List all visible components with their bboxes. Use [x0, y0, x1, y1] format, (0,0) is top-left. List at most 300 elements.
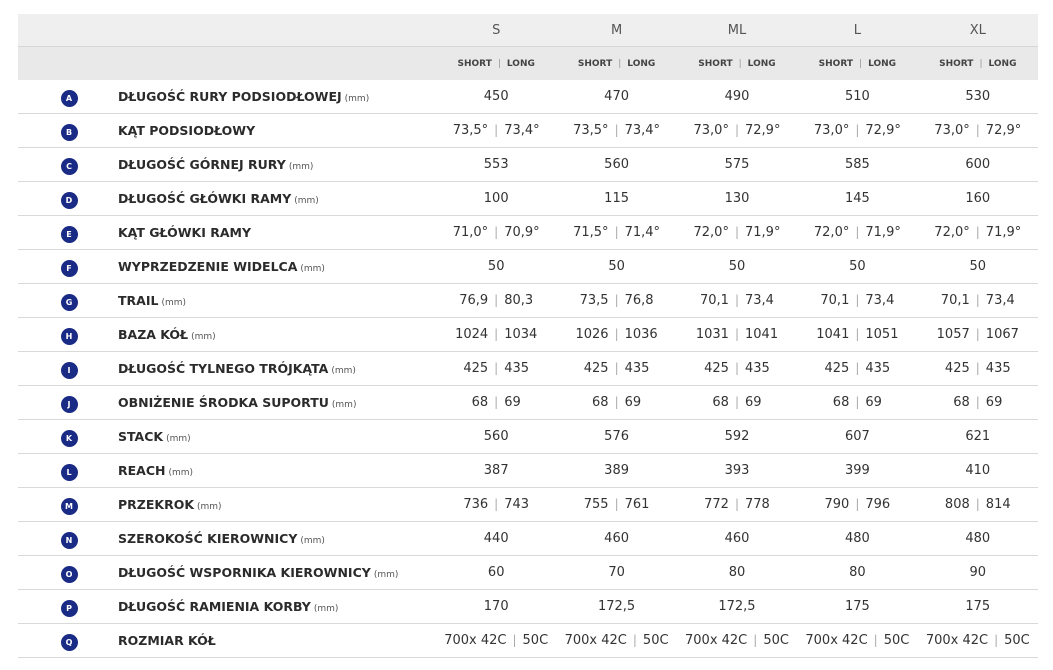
table-row: [18, 454, 1038, 488]
table-row: [18, 624, 1038, 658]
short-value: 700x 42C: [925, 633, 989, 648]
value-divider: |: [734, 497, 739, 511]
row-label: DŁUGOŚĆ GÓRNEJ RURY: [118, 157, 286, 172]
row-label-cell: [118, 216, 436, 250]
row-letter-cell: [18, 182, 118, 216]
value-cell: 80: [677, 556, 797, 590]
short-value: 1031: [695, 327, 729, 342]
row-letter-badge: M: [61, 498, 78, 515]
value-cell: 585: [797, 148, 917, 182]
size-header-row: [18, 14, 1038, 47]
value-divider: |: [614, 395, 619, 409]
value-divider: |: [975, 361, 980, 375]
value-cell: [918, 352, 1038, 386]
short-value: 700x 42C: [685, 633, 748, 648]
long-value: 72,9°: [865, 123, 901, 138]
table-row: [18, 80, 1038, 114]
row-unit: (mm): [331, 366, 356, 376]
value-cell: 80: [797, 556, 917, 590]
value-cell: 387: [436, 454, 556, 488]
value-cell: 575: [677, 148, 797, 182]
value-cell: [677, 114, 797, 148]
long-value: 71,9°: [865, 225, 901, 240]
short-value: 736: [463, 497, 489, 512]
row-letter-badge: L: [61, 464, 78, 481]
geometry-table-body: [18, 14, 1038, 658]
short-value: 425: [583, 361, 609, 376]
value-divider: |: [975, 395, 980, 409]
long-value: 69: [624, 395, 642, 410]
row-unit: (mm): [300, 536, 325, 546]
value-cell: [436, 488, 556, 522]
row-label-cell: [118, 250, 436, 284]
value-divider: |: [494, 395, 499, 409]
short-value: 772: [704, 497, 729, 512]
value-cell: 90: [918, 556, 1038, 590]
row-letter-cell: [18, 624, 118, 658]
value-cell: 50: [918, 250, 1038, 284]
value-cell: 50: [556, 250, 676, 284]
long-value: 73,4°: [504, 123, 540, 138]
value-cell: [677, 488, 797, 522]
row-label-cell: [118, 114, 436, 148]
value-cell: [436, 284, 556, 318]
row-label: PRZEKROK: [118, 497, 195, 512]
subheader-blank-label: [118, 47, 436, 81]
value-divider: |: [753, 633, 758, 647]
value-cell: [677, 352, 797, 386]
row-letter-badge: E: [61, 226, 78, 243]
long-value: 50C: [763, 633, 789, 648]
row-label-cell: [118, 80, 436, 114]
row-unit: (mm): [300, 264, 325, 274]
row-unit: (mm): [166, 434, 191, 444]
value-cell: 440: [436, 522, 556, 556]
short-value: 700x 42C: [564, 633, 627, 648]
short-value: 73,5°: [573, 123, 609, 138]
long-value: 1041: [745, 327, 779, 342]
value-cell: [556, 114, 676, 148]
long-value: 435: [865, 361, 891, 376]
subheader-blank-letter: [18, 47, 118, 81]
long-value: 69: [865, 395, 882, 410]
value-cell: [436, 624, 556, 658]
value-cell: 160: [918, 182, 1038, 216]
long-value: 69: [745, 395, 762, 410]
short-long-header-row: [18, 47, 1038, 81]
table-row: [18, 488, 1038, 522]
long-value: 761: [624, 497, 650, 512]
value-cell: 560: [556, 148, 676, 182]
row-letter-cell: [18, 522, 118, 556]
value-divider: |: [632, 633, 637, 647]
table-row: [18, 148, 1038, 182]
short-value: 1024: [455, 327, 489, 342]
long-value: 73,4: [985, 293, 1015, 308]
short-value: 73,0°: [813, 123, 850, 138]
row-unit: (mm): [161, 298, 187, 308]
value-cell: [797, 488, 917, 522]
short-value: 68: [592, 395, 609, 410]
row-letter-badge: A: [61, 90, 78, 107]
row-unit: (mm): [344, 94, 370, 104]
value-cell: [918, 624, 1038, 658]
long-value: 1034: [504, 327, 538, 342]
value-divider: |: [994, 633, 999, 647]
value-divider: |: [614, 361, 619, 375]
long-value: 435: [985, 361, 1011, 376]
value-cell: [556, 284, 676, 318]
value-cell: 399: [797, 454, 917, 488]
short-label: SHORT: [939, 58, 974, 69]
row-letter-cell: [18, 590, 118, 624]
short-value: 700x 42C: [444, 633, 507, 648]
short-value: 425: [824, 361, 850, 376]
value-cell: 470: [556, 80, 676, 114]
row-label-cell: [118, 148, 436, 182]
value-cell: [797, 318, 917, 352]
value-divider: |: [614, 225, 619, 239]
short-value: 72,0°: [934, 225, 970, 240]
short-value: 700x 42C: [805, 633, 868, 648]
long-value: 71,9°: [985, 225, 1022, 240]
value-cell: 70: [556, 556, 676, 590]
value-cell: 115: [556, 182, 676, 216]
row-label: WYPRZEDZENIE WIDELCA: [118, 259, 298, 274]
short-value: 1057: [936, 327, 970, 342]
value-cell: 553: [436, 148, 556, 182]
table-row: [18, 284, 1038, 318]
divider: |: [738, 58, 742, 69]
row-label: TRAIL: [118, 293, 159, 308]
value-cell: 460: [556, 522, 676, 556]
row-letter-cell: [18, 420, 118, 454]
value-cell: [918, 488, 1038, 522]
short-value: 72,0°: [813, 225, 850, 240]
row-label: REACH: [118, 463, 166, 478]
row-letter-cell: [18, 556, 118, 590]
short-label: SHORT: [818, 58, 854, 69]
short-value: 790: [824, 497, 850, 512]
value-cell: [797, 352, 917, 386]
size-header: M: [556, 14, 676, 47]
row-unit: (mm): [288, 162, 314, 172]
short-value: 1041: [816, 327, 850, 342]
value-divider: |: [734, 293, 739, 307]
long-value: 72,9°: [985, 123, 1022, 138]
short-value: 1026: [575, 327, 609, 342]
short-long-header: [556, 47, 676, 81]
row-letter-badge: F: [61, 260, 78, 277]
short-value: 755: [583, 497, 609, 512]
long-value: 50C: [1004, 633, 1030, 648]
value-divider: |: [734, 123, 739, 137]
value-divider: |: [734, 225, 739, 239]
row-letter-cell: [18, 148, 118, 182]
value-divider: |: [855, 497, 860, 511]
value-cell: [918, 284, 1038, 318]
row-letter-badge: Q: [61, 634, 78, 651]
row-letter-badge: I: [61, 362, 78, 379]
short-value: 70,1: [820, 293, 850, 308]
short-label: SHORT: [457, 58, 492, 69]
long-value: 778: [745, 497, 770, 512]
value-cell: 460: [677, 522, 797, 556]
row-unit: (mm): [191, 332, 216, 342]
row-label: SZEROKOŚĆ KIEROWNICY: [118, 531, 298, 546]
row-letter-cell: [18, 284, 118, 318]
long-value: 72,9°: [745, 123, 781, 138]
short-value: 68: [953, 395, 970, 410]
value-cell: 50: [436, 250, 556, 284]
long-value: 50C: [883, 633, 910, 648]
value-divider: |: [734, 361, 739, 375]
value-divider: |: [494, 123, 499, 137]
long-value: 76,8: [624, 293, 654, 308]
row-letter-badge: N: [61, 532, 78, 549]
row-letter-cell: [18, 318, 118, 352]
row-label-cell: [118, 556, 436, 590]
short-value: 73,5: [579, 293, 609, 308]
value-divider: |: [494, 327, 499, 341]
value-cell: 172,5: [677, 590, 797, 624]
row-label: DŁUGOŚĆ RURY PODSIODŁOWEJ: [118, 89, 342, 104]
row-letter-cell: [18, 250, 118, 284]
row-letter-badge: O: [61, 566, 78, 583]
value-cell: 410: [918, 454, 1038, 488]
short-value: 425: [944, 361, 970, 376]
short-long-header: [797, 47, 917, 81]
value-cell: [556, 386, 676, 420]
long-value: 69: [504, 395, 521, 410]
table-row: [18, 318, 1038, 352]
long-value: 50C: [522, 633, 549, 648]
long-label: LONG: [988, 58, 1017, 69]
value-divider: |: [975, 293, 980, 307]
value-cell: [436, 352, 556, 386]
long-value: 73,4: [865, 293, 895, 308]
value-cell: 100: [436, 182, 556, 216]
divider: |: [979, 58, 983, 69]
row-letter-cell: [18, 352, 118, 386]
long-value: 69: [985, 395, 1003, 410]
short-label: SHORT: [577, 58, 613, 69]
value-divider: |: [614, 123, 619, 137]
value-cell: 480: [918, 522, 1038, 556]
long-label: LONG: [868, 58, 897, 69]
divider: |: [859, 58, 863, 69]
table-row: [18, 590, 1038, 624]
value-divider: |: [494, 361, 499, 375]
long-value: 435: [624, 361, 650, 376]
long-label: LONG: [506, 58, 535, 69]
value-cell: [436, 114, 556, 148]
value-divider: |: [855, 225, 860, 239]
short-value: 70,1: [700, 293, 729, 308]
value-cell: 592: [677, 420, 797, 454]
long-value: 1036: [624, 327, 658, 342]
value-divider: |: [614, 293, 619, 307]
row-letter-badge: D: [61, 192, 78, 209]
row-letter-badge: C: [61, 158, 78, 175]
size-header: XL: [918, 14, 1038, 47]
row-label-cell: [118, 590, 436, 624]
row-label-cell: [118, 488, 436, 522]
short-value: 68: [832, 395, 850, 410]
long-value: 73,4: [745, 293, 774, 308]
value-cell: 60: [436, 556, 556, 590]
value-cell: [556, 624, 676, 658]
value-divider: |: [855, 327, 860, 341]
value-divider: |: [855, 293, 860, 307]
value-divider: |: [494, 497, 499, 511]
row-letter-badge: P: [61, 600, 78, 617]
value-cell: [797, 114, 917, 148]
long-value: 70,9°: [504, 225, 540, 240]
row-label-cell: [118, 318, 436, 352]
value-cell: 130: [677, 182, 797, 216]
value-cell: 175: [918, 590, 1038, 624]
value-cell: [677, 284, 797, 318]
size-header: S: [436, 14, 556, 47]
short-value: 425: [463, 361, 489, 376]
table-row: [18, 386, 1038, 420]
short-value: 425: [704, 361, 729, 376]
row-label-cell: [118, 420, 436, 454]
value-cell: 393: [677, 454, 797, 488]
value-cell: [797, 624, 917, 658]
row-label-cell: [118, 386, 436, 420]
short-value: 71,5°: [573, 225, 609, 240]
row-label: STACK: [118, 429, 164, 444]
value-cell: [918, 216, 1038, 250]
row-letter-badge: B: [61, 124, 78, 141]
row-label-cell: [118, 624, 436, 658]
value-cell: 50: [677, 250, 797, 284]
value-divider: |: [975, 497, 980, 511]
long-label: LONG: [627, 58, 656, 69]
long-value: 796: [865, 497, 891, 512]
value-cell: 170: [436, 590, 556, 624]
row-label: KĄT GŁÓWKI RAMY: [118, 225, 252, 240]
row-letter-badge: K: [61, 430, 78, 447]
value-divider: |: [855, 123, 860, 137]
value-cell: [797, 216, 917, 250]
long-value: 50C: [642, 633, 669, 648]
long-value: 814: [985, 497, 1011, 512]
short-value: 70,1: [940, 293, 970, 308]
short-value: 808: [944, 497, 970, 512]
table-row: [18, 250, 1038, 284]
value-cell: 607: [797, 420, 917, 454]
divider: |: [618, 58, 622, 69]
short-value: 68: [471, 395, 489, 410]
long-value: 73,4°: [624, 123, 661, 138]
value-cell: [918, 114, 1038, 148]
value-cell: [436, 216, 556, 250]
short-value: 76,9: [459, 293, 489, 308]
size-header: L: [797, 14, 917, 47]
row-letter-cell: [18, 386, 118, 420]
value-cell: 530: [918, 80, 1038, 114]
value-divider: |: [734, 395, 739, 409]
long-value: 80,3: [504, 293, 534, 308]
short-value: 73,5°: [452, 123, 489, 138]
value-cell: 560: [436, 420, 556, 454]
value-cell: 621: [918, 420, 1038, 454]
table-row: [18, 216, 1038, 250]
value-cell: 600: [918, 148, 1038, 182]
header-blank-letter: [18, 14, 118, 47]
value-divider: |: [614, 497, 619, 511]
value-cell: [436, 318, 556, 352]
long-value: 1051: [865, 327, 899, 342]
row-label: BAZA KÓŁ: [118, 327, 189, 342]
value-divider: |: [873, 633, 878, 647]
row-letter-badge: J: [61, 396, 78, 413]
value-cell: [797, 386, 917, 420]
geometry-table: [18, 14, 1038, 658]
row-unit: (mm): [331, 400, 357, 410]
row-letter-cell: [18, 454, 118, 488]
value-divider: |: [614, 327, 619, 341]
value-cell: 175: [797, 590, 917, 624]
long-value: 71,9°: [745, 225, 781, 240]
value-divider: |: [975, 327, 980, 341]
row-unit: (mm): [197, 502, 222, 512]
value-cell: [797, 284, 917, 318]
value-cell: 145: [797, 182, 917, 216]
value-cell: [556, 216, 676, 250]
value-cell: 480: [797, 522, 917, 556]
table-row: [18, 522, 1038, 556]
row-unit: (mm): [168, 468, 194, 478]
value-cell: [918, 386, 1038, 420]
divider: |: [497, 58, 501, 69]
row-label: ROZMIAR KÓŁ: [118, 633, 216, 648]
value-cell: [677, 386, 797, 420]
row-letter-cell: [18, 114, 118, 148]
row-label: KĄT PODSIODŁOWY: [118, 123, 256, 138]
value-cell: [556, 488, 676, 522]
row-unit: (mm): [313, 604, 339, 614]
short-long-header: [677, 47, 797, 81]
row-letter-badge: G: [61, 294, 78, 311]
row-label-cell: [118, 352, 436, 386]
row-label-cell: [118, 182, 436, 216]
long-value: 435: [745, 361, 770, 376]
table-row: [18, 182, 1038, 216]
row-letter-cell: [18, 216, 118, 250]
value-cell: 576: [556, 420, 676, 454]
value-cell: 389: [556, 454, 676, 488]
short-long-header: [918, 47, 1038, 81]
value-cell: 50: [797, 250, 917, 284]
value-cell: [436, 386, 556, 420]
short-label: SHORT: [698, 58, 733, 69]
short-value: 73,0°: [934, 123, 970, 138]
row-label: DŁUGOŚĆ WSPORNIKA KIEROWNICY: [118, 565, 371, 580]
row-letter-badge: H: [61, 328, 78, 345]
value-cell: [918, 318, 1038, 352]
value-divider: |: [975, 225, 980, 239]
short-value: 71,0°: [452, 225, 489, 240]
value-divider: |: [855, 361, 860, 375]
long-value: 1067: [985, 327, 1019, 342]
value-cell: 450: [436, 80, 556, 114]
value-cell: [556, 318, 676, 352]
short-value: 73,0°: [693, 123, 729, 138]
